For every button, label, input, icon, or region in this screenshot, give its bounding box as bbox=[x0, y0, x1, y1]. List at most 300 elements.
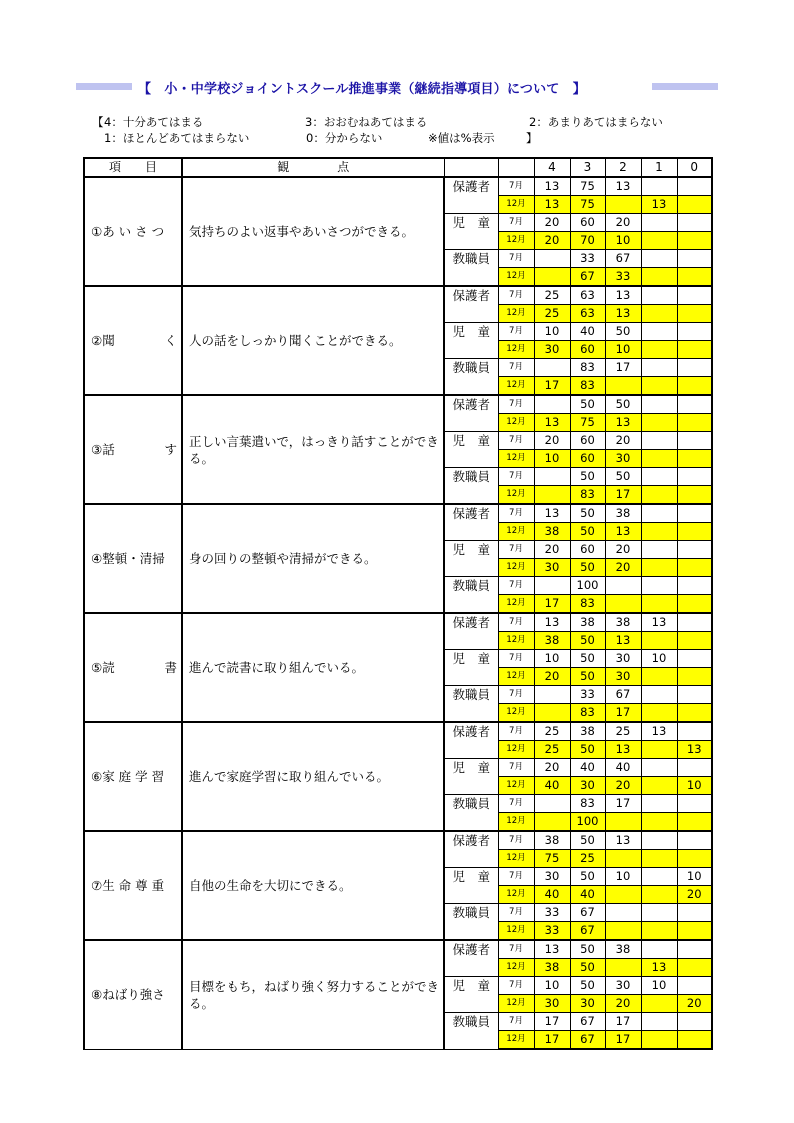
value-cell: 40 bbox=[605, 759, 641, 777]
month-label: 12月 bbox=[498, 595, 534, 614]
value-cell: 60 bbox=[570, 214, 605, 232]
value-cell: 13 bbox=[677, 741, 712, 759]
table-row bbox=[84, 831, 712, 850]
value-cell: 20 bbox=[534, 432, 570, 450]
value-cell bbox=[677, 650, 712, 668]
header-item: 項 目 bbox=[84, 158, 182, 177]
value-cell: 33 bbox=[534, 922, 570, 941]
value-cell: 30 bbox=[570, 777, 605, 795]
value-cell: 63 bbox=[570, 286, 605, 305]
month-label: 12月 bbox=[498, 523, 534, 541]
value-cell: 33 bbox=[605, 268, 641, 287]
month-label: 7月 bbox=[498, 686, 534, 704]
value-cell bbox=[605, 813, 641, 832]
value-cell: 17 bbox=[534, 1013, 570, 1031]
respondent-group: 教職員 bbox=[444, 359, 498, 396]
value-cell: 50 bbox=[570, 668, 605, 686]
legend-4: 4：十分あてはまる bbox=[104, 115, 204, 129]
respondent-group: 保護者 bbox=[444, 940, 498, 977]
value-cell: 25 bbox=[534, 286, 570, 305]
item-label bbox=[84, 395, 182, 504]
value-cell bbox=[677, 668, 712, 686]
legend-note: ※値は%表示 bbox=[428, 131, 495, 145]
value-cell bbox=[641, 305, 677, 323]
month-label: 12月 bbox=[498, 995, 534, 1013]
value-cell: 13 bbox=[641, 959, 677, 977]
item-label-a: ⑧ねばり強さ bbox=[91, 987, 165, 1003]
header-month bbox=[498, 158, 534, 177]
value-cell: 17 bbox=[605, 359, 641, 377]
value-cell bbox=[677, 504, 712, 523]
month-label: 7月 bbox=[498, 395, 534, 414]
month-label: 12月 bbox=[498, 777, 534, 795]
value-cell: 38 bbox=[570, 613, 605, 632]
value-cell: 60 bbox=[570, 432, 605, 450]
respondent-group: 児 童 bbox=[444, 541, 498, 577]
value-cell bbox=[677, 1031, 712, 1050]
value-cell: 70 bbox=[570, 232, 605, 250]
value-cell bbox=[641, 668, 677, 686]
value-cell: 10 bbox=[677, 868, 712, 886]
value-cell: 67 bbox=[570, 268, 605, 287]
value-cell: 30 bbox=[534, 868, 570, 886]
month-label: 12月 bbox=[498, 704, 534, 723]
value-cell: 25 bbox=[570, 850, 605, 868]
value-cell: 40 bbox=[534, 777, 570, 795]
value-cell: 13 bbox=[605, 305, 641, 323]
month-label: 12月 bbox=[498, 486, 534, 505]
month-label: 12月 bbox=[498, 450, 534, 468]
month-label: 12月 bbox=[498, 414, 534, 432]
value-cell: 10 bbox=[605, 232, 641, 250]
value-cell: 20 bbox=[677, 886, 712, 904]
header-c0: 0 bbox=[677, 158, 712, 177]
value-cell bbox=[677, 759, 712, 777]
header-c2: 2 bbox=[605, 158, 641, 177]
viewpoint-text: 自他の生命を大切にできる。 bbox=[182, 831, 444, 940]
respondent-group: 教職員 bbox=[444, 904, 498, 941]
value-cell bbox=[677, 432, 712, 450]
value-cell: 10 bbox=[534, 450, 570, 468]
value-cell bbox=[641, 886, 677, 904]
value-cell bbox=[677, 523, 712, 541]
viewpoint-text: 正しい言葉遣いで，はっきり話すことができる。 bbox=[182, 395, 444, 504]
value-cell: 75 bbox=[534, 850, 570, 868]
month-label: 7月 bbox=[498, 468, 534, 486]
value-cell: 20 bbox=[605, 432, 641, 450]
value-cell bbox=[534, 250, 570, 268]
value-cell bbox=[677, 214, 712, 232]
respondent-group: 児 童 bbox=[444, 432, 498, 468]
respondent-group: 保護者 bbox=[444, 613, 498, 650]
value-cell: 20 bbox=[605, 777, 641, 795]
table-row bbox=[84, 722, 712, 741]
value-cell: 13 bbox=[534, 613, 570, 632]
value-cell bbox=[677, 359, 712, 377]
legend-0: 0：分からない bbox=[306, 131, 383, 145]
header-group bbox=[444, 158, 498, 177]
value-cell: 10 bbox=[605, 341, 641, 359]
header-c1: 1 bbox=[641, 158, 677, 177]
month-label: 7月 bbox=[498, 650, 534, 668]
value-cell bbox=[677, 577, 712, 595]
viewpoint-text: 目標をもち，ねばり強く努力することができる。 bbox=[182, 940, 444, 1049]
table-row bbox=[84, 286, 712, 305]
month-label: 7月 bbox=[498, 286, 534, 305]
value-cell: 20 bbox=[534, 759, 570, 777]
value-cell bbox=[677, 250, 712, 268]
value-cell: 67 bbox=[605, 250, 641, 268]
month-label: 7月 bbox=[498, 323, 534, 341]
item-label-a: ④整頓・清掃 bbox=[91, 551, 165, 566]
value-cell bbox=[605, 595, 641, 614]
value-cell: 25 bbox=[534, 722, 570, 741]
month-label: 12月 bbox=[498, 668, 534, 686]
value-cell bbox=[677, 722, 712, 741]
value-cell bbox=[677, 486, 712, 505]
value-cell: 10 bbox=[534, 323, 570, 341]
value-cell bbox=[641, 323, 677, 341]
value-cell bbox=[641, 868, 677, 886]
value-cell: 40 bbox=[570, 323, 605, 341]
value-cell: 33 bbox=[570, 686, 605, 704]
month-label: 12月 bbox=[498, 268, 534, 287]
value-cell: 30 bbox=[534, 341, 570, 359]
value-cell: 30 bbox=[570, 995, 605, 1013]
value-cell: 13 bbox=[641, 722, 677, 741]
value-cell: 17 bbox=[605, 486, 641, 505]
month-label: 7月 bbox=[498, 759, 534, 777]
item-label-a: ⑤読 bbox=[91, 660, 115, 675]
value-cell bbox=[677, 813, 712, 832]
item-label bbox=[84, 177, 182, 286]
value-cell bbox=[677, 450, 712, 468]
value-cell: 17 bbox=[605, 1013, 641, 1031]
value-cell: 50 bbox=[570, 977, 605, 995]
viewpoint-text: 気持ちのよい返事やあいさつができる。 bbox=[182, 177, 444, 286]
page-title: 【 小・中学校ジョイントスクール推進事業（継続指導項目）について 】 bbox=[138, 82, 586, 97]
value-cell bbox=[641, 286, 677, 305]
month-label: 12月 bbox=[498, 813, 534, 832]
value-cell: 17 bbox=[534, 1031, 570, 1050]
value-cell bbox=[677, 286, 712, 305]
value-cell bbox=[641, 214, 677, 232]
value-cell: 13 bbox=[534, 504, 570, 523]
respondent-group: 保護者 bbox=[444, 722, 498, 759]
value-cell bbox=[641, 1013, 677, 1031]
value-cell bbox=[641, 541, 677, 559]
respondent-group: 児 童 bbox=[444, 868, 498, 904]
evaluation-table bbox=[83, 157, 713, 1050]
value-cell: 38 bbox=[570, 722, 605, 741]
item-label-b: 書 bbox=[164, 660, 177, 675]
value-cell: 60 bbox=[570, 541, 605, 559]
month-label: 7月 bbox=[498, 1013, 534, 1031]
value-cell bbox=[534, 359, 570, 377]
value-cell: 13 bbox=[605, 741, 641, 759]
value-cell: 83 bbox=[570, 595, 605, 614]
value-cell: 13 bbox=[534, 177, 570, 196]
item-label bbox=[84, 831, 182, 940]
month-label: 7月 bbox=[498, 904, 534, 922]
respondent-group: 教職員 bbox=[444, 250, 498, 287]
item-label-a: ⑦生 命 尊 重 bbox=[91, 878, 165, 893]
table-row bbox=[84, 504, 712, 523]
month-label: 12月 bbox=[498, 341, 534, 359]
value-cell bbox=[641, 704, 677, 723]
value-cell bbox=[677, 414, 712, 432]
month-label: 7月 bbox=[498, 541, 534, 559]
value-cell bbox=[677, 831, 712, 850]
item-label bbox=[84, 940, 182, 1049]
month-label: 12月 bbox=[498, 559, 534, 577]
value-cell: 30 bbox=[534, 995, 570, 1013]
value-cell bbox=[641, 395, 677, 414]
legend-2: 2：あまりあてはまらない bbox=[529, 115, 663, 129]
legend-open: 【 bbox=[92, 115, 104, 129]
value-cell: 20 bbox=[677, 995, 712, 1013]
value-cell: 50 bbox=[570, 940, 605, 959]
value-cell: 20 bbox=[605, 559, 641, 577]
item-label-a: ②聞 bbox=[91, 333, 115, 348]
value-cell bbox=[677, 613, 712, 632]
value-cell: 75 bbox=[570, 177, 605, 196]
respondent-group: 教職員 bbox=[444, 795, 498, 832]
value-cell: 17 bbox=[605, 704, 641, 723]
month-label: 7月 bbox=[498, 250, 534, 268]
month-label: 12月 bbox=[498, 886, 534, 904]
value-cell bbox=[641, 741, 677, 759]
value-cell bbox=[641, 177, 677, 196]
value-cell bbox=[677, 341, 712, 359]
month-label: 7月 bbox=[498, 359, 534, 377]
value-cell: 10 bbox=[641, 977, 677, 995]
month-label: 12月 bbox=[498, 377, 534, 396]
value-cell: 13 bbox=[605, 523, 641, 541]
value-cell bbox=[605, 959, 641, 977]
month-label: 12月 bbox=[498, 632, 534, 650]
value-cell bbox=[641, 377, 677, 396]
value-cell: 38 bbox=[534, 523, 570, 541]
item-label-a: ③話 bbox=[91, 442, 115, 457]
respondent-group: 保護者 bbox=[444, 831, 498, 868]
value-cell: 100 bbox=[570, 577, 605, 595]
value-cell bbox=[677, 305, 712, 323]
value-cell bbox=[605, 577, 641, 595]
value-cell: 13 bbox=[605, 831, 641, 850]
respondent-group: 児 童 bbox=[444, 759, 498, 795]
value-cell bbox=[605, 904, 641, 922]
value-cell bbox=[641, 486, 677, 505]
value-cell: 13 bbox=[605, 414, 641, 432]
respondent-group: 児 童 bbox=[444, 650, 498, 686]
value-cell: 50 bbox=[570, 504, 605, 523]
value-cell: 50 bbox=[605, 323, 641, 341]
value-cell: 50 bbox=[570, 632, 605, 650]
value-cell bbox=[534, 795, 570, 813]
value-cell: 50 bbox=[570, 831, 605, 850]
value-cell bbox=[641, 341, 677, 359]
value-cell: 50 bbox=[605, 468, 641, 486]
value-cell: 10 bbox=[677, 777, 712, 795]
respondent-group: 教職員 bbox=[444, 1013, 498, 1050]
value-cell: 83 bbox=[570, 795, 605, 813]
value-cell: 20 bbox=[605, 214, 641, 232]
value-cell: 75 bbox=[570, 196, 605, 214]
value-cell: 30 bbox=[605, 977, 641, 995]
value-cell: 17 bbox=[605, 795, 641, 813]
value-cell bbox=[641, 813, 677, 832]
value-cell bbox=[641, 777, 677, 795]
legend-close: 】 bbox=[526, 131, 538, 145]
month-label: 7月 bbox=[498, 722, 534, 741]
value-cell bbox=[677, 196, 712, 214]
value-cell: 67 bbox=[570, 1031, 605, 1050]
value-cell: 30 bbox=[605, 450, 641, 468]
value-cell bbox=[641, 995, 677, 1013]
value-cell bbox=[641, 268, 677, 287]
value-cell bbox=[641, 904, 677, 922]
value-cell: 50 bbox=[570, 868, 605, 886]
value-cell bbox=[641, 450, 677, 468]
value-cell bbox=[534, 268, 570, 287]
value-cell: 83 bbox=[570, 486, 605, 505]
value-cell: 25 bbox=[534, 741, 570, 759]
value-cell bbox=[605, 377, 641, 396]
table-row bbox=[84, 177, 712, 196]
value-cell: 50 bbox=[570, 395, 605, 414]
value-cell bbox=[641, 359, 677, 377]
month-label: 7月 bbox=[498, 504, 534, 523]
value-cell: 13 bbox=[534, 196, 570, 214]
value-cell: 83 bbox=[570, 704, 605, 723]
item-label bbox=[84, 613, 182, 722]
respondent-group: 保護者 bbox=[444, 504, 498, 541]
value-cell: 13 bbox=[641, 613, 677, 632]
value-cell bbox=[677, 959, 712, 977]
value-cell: 38 bbox=[534, 959, 570, 977]
value-cell: 50 bbox=[605, 395, 641, 414]
value-cell: 20 bbox=[605, 541, 641, 559]
item-label bbox=[84, 722, 182, 831]
value-cell bbox=[641, 686, 677, 704]
value-cell: 100 bbox=[570, 813, 605, 832]
item-label-b: く bbox=[164, 333, 177, 348]
value-cell bbox=[677, 323, 712, 341]
value-cell: 83 bbox=[570, 377, 605, 396]
value-cell bbox=[605, 886, 641, 904]
value-cell bbox=[534, 395, 570, 414]
value-cell bbox=[641, 922, 677, 941]
month-label: 12月 bbox=[498, 741, 534, 759]
item-label-a: ⑥家 庭 学 習 bbox=[91, 769, 165, 784]
value-cell: 17 bbox=[534, 377, 570, 396]
value-cell: 30 bbox=[605, 668, 641, 686]
table-row bbox=[84, 613, 712, 632]
month-label: 12月 bbox=[498, 959, 534, 977]
value-cell bbox=[677, 904, 712, 922]
value-cell: 20 bbox=[534, 214, 570, 232]
value-cell: 50 bbox=[570, 559, 605, 577]
value-cell bbox=[677, 1013, 712, 1031]
month-label: 7月 bbox=[498, 868, 534, 886]
value-cell: 10 bbox=[605, 868, 641, 886]
value-cell: 50 bbox=[570, 468, 605, 486]
viewpoint-text: 身の回りの整頓や清掃ができる。 bbox=[182, 504, 444, 613]
month-label: 7月 bbox=[498, 177, 534, 196]
value-cell bbox=[534, 686, 570, 704]
header-view: 観 点 bbox=[182, 158, 444, 177]
value-cell: 17 bbox=[534, 595, 570, 614]
value-cell: 13 bbox=[534, 940, 570, 959]
header-c4: 4 bbox=[534, 158, 570, 177]
value-cell: 10 bbox=[641, 650, 677, 668]
value-cell: 13 bbox=[534, 414, 570, 432]
value-cell: 10 bbox=[534, 977, 570, 995]
value-cell: 38 bbox=[605, 613, 641, 632]
value-cell bbox=[677, 632, 712, 650]
value-cell: 67 bbox=[570, 922, 605, 941]
value-cell: 20 bbox=[534, 541, 570, 559]
value-cell: 20 bbox=[534, 232, 570, 250]
value-cell bbox=[677, 232, 712, 250]
value-cell bbox=[677, 795, 712, 813]
value-cell bbox=[605, 922, 641, 941]
value-cell bbox=[677, 595, 712, 614]
value-cell: 38 bbox=[605, 940, 641, 959]
value-cell bbox=[641, 595, 677, 614]
respondent-group: 保護者 bbox=[444, 395, 498, 432]
value-cell bbox=[677, 977, 712, 995]
item-label-a: ①あ い さ つ bbox=[91, 224, 165, 239]
value-cell bbox=[677, 395, 712, 414]
value-cell: 50 bbox=[570, 959, 605, 977]
value-cell: 10 bbox=[534, 650, 570, 668]
value-cell bbox=[641, 850, 677, 868]
legend-1: 1：ほとんどあてはまらない bbox=[104, 131, 250, 145]
table-header bbox=[84, 158, 712, 177]
title-row bbox=[76, 78, 718, 96]
value-cell: 63 bbox=[570, 305, 605, 323]
value-cell: 40 bbox=[534, 886, 570, 904]
value-cell bbox=[677, 850, 712, 868]
table-row bbox=[84, 395, 712, 414]
table-row bbox=[84, 940, 712, 959]
respondent-group: 児 童 bbox=[444, 323, 498, 359]
value-cell: 33 bbox=[534, 904, 570, 922]
item-label bbox=[84, 504, 182, 613]
month-label: 12月 bbox=[498, 850, 534, 868]
title-bar-right bbox=[652, 83, 718, 90]
legend-3: 3：おおむねあてはまる bbox=[305, 115, 428, 129]
value-cell bbox=[677, 940, 712, 959]
value-cell bbox=[641, 250, 677, 268]
value-cell: 75 bbox=[570, 414, 605, 432]
value-cell bbox=[534, 577, 570, 595]
value-cell: 38 bbox=[534, 632, 570, 650]
value-cell: 60 bbox=[570, 341, 605, 359]
respondent-group: 教職員 bbox=[444, 468, 498, 505]
value-cell: 13 bbox=[605, 286, 641, 305]
value-cell bbox=[677, 559, 712, 577]
month-label: 12月 bbox=[498, 196, 534, 214]
value-cell: 13 bbox=[641, 196, 677, 214]
value-cell bbox=[534, 704, 570, 723]
month-label: 12月 bbox=[498, 232, 534, 250]
month-label: 7月 bbox=[498, 577, 534, 595]
value-cell bbox=[677, 704, 712, 723]
value-cell: 30 bbox=[605, 650, 641, 668]
